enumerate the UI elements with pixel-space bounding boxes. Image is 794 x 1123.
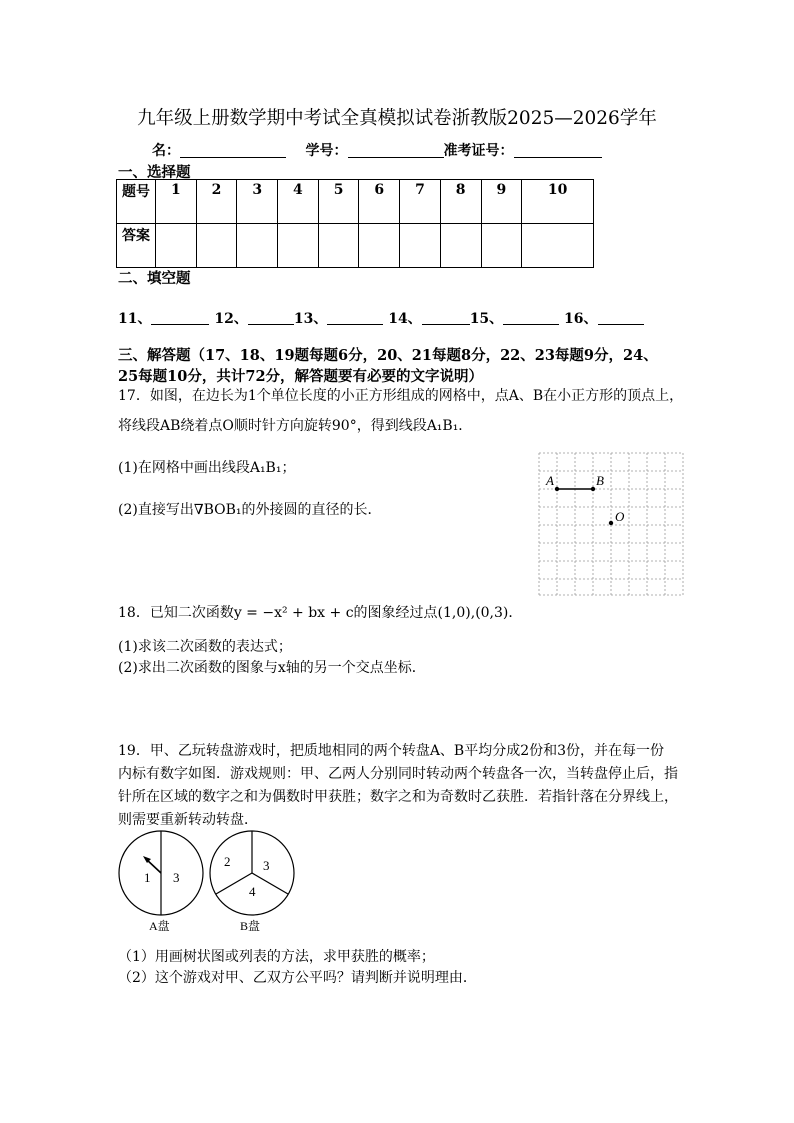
name-blank[interactable] [180, 143, 286, 158]
answer-cell[interactable] [156, 224, 197, 268]
spinner-b-number-2: 2 [224, 854, 231, 869]
student-id-label: 学号： [305, 143, 348, 159]
q19-text-3: 针所在区域的数字之和为偶数时甲获胜；数字之和为奇数时乙获胜．若指针落在分界线上， [118, 789, 678, 805]
blank-11[interactable] [151, 310, 209, 325]
q19-text-4: 则需要重新转动转盘． [118, 812, 258, 828]
spinners-figure [116, 828, 306, 938]
blank-15[interactable] [503, 310, 559, 325]
q19-sub2: （2）这个游戏对甲、乙双方公平吗？请判断并说明理由． [118, 970, 477, 986]
table-cell-number: 5 [318, 180, 359, 224]
q18-text: 18．已知二次函数y = −x² + bx + c的图象经过点(1,0),(0,3)． [118, 605, 523, 621]
spinner-b-caption: B盘 [240, 919, 261, 933]
row-label-answer: 答案 [117, 224, 156, 268]
section-heading-solve-2: 25每题10分，共计72分，解答题要有必要的文字说明） [118, 368, 484, 385]
answer-table [116, 179, 594, 268]
blank-12[interactable] [248, 310, 294, 325]
table-cell-number: 7 [400, 180, 441, 224]
table-cell-number: 2 [196, 180, 237, 224]
answer-cell[interactable] [196, 224, 237, 268]
table-row [117, 224, 594, 268]
spinner-b [210, 831, 294, 933]
label-o: O [615, 509, 625, 524]
q18-sub1: (1)求该二次函数的表达式； [118, 639, 292, 655]
blank-13[interactable] [327, 310, 383, 325]
blank-label-14: 14、 [388, 311, 422, 327]
point-b [591, 487, 595, 491]
answer-cell[interactable] [522, 224, 594, 268]
spinner-a-number-3: 3 [173, 870, 180, 885]
point-o [609, 521, 613, 525]
name-label: 名： [152, 143, 180, 159]
q17-text-2: 将线段AB绕着点O顺时针方向旋转90°，得到线段A₁B₁． [118, 418, 473, 434]
spinner-b-number-3: 3 [263, 858, 270, 873]
table-cell-number: 10 [522, 180, 594, 224]
q17-sub1: (1)在网格中画出线段A₁B₁； [118, 460, 296, 476]
answer-cell[interactable] [278, 224, 319, 268]
answer-cell[interactable] [318, 224, 359, 268]
fill-blanks-row [118, 308, 644, 328]
section-heading-fill: 二、填空题 [118, 270, 191, 287]
blank-16[interactable] [598, 310, 644, 325]
blank-label-11: 11、 [118, 311, 152, 327]
label-b: B [596, 473, 604, 488]
q17-sub2: (2)直接写出∇BOB₁的外接圆的直径的长． [118, 502, 382, 518]
q19-text-2: 内标有数字如图．游戏规则：甲、乙两人分别同时转动两个转盘各一次，当转盘停止后，指 [118, 766, 678, 782]
page-title: 九年级上册数学期中考试全真模拟试卷浙教版2025—2026学年 [137, 108, 657, 129]
student-id-blank[interactable] [348, 143, 444, 158]
student-info [152, 140, 602, 160]
q18-sub2: (2)求出二次函数的图象与x轴的另一个交点坐标． [118, 660, 426, 676]
table-cell-number: 8 [440, 180, 481, 224]
q17-grid-figure [538, 452, 686, 596]
label-a: A [546, 473, 554, 488]
table-cell-number: 4 [278, 180, 319, 224]
answer-cell[interactable] [237, 224, 278, 268]
answer-cell[interactable] [400, 224, 441, 268]
spinner-a-caption: A盘 [149, 919, 170, 933]
blank-label-15: 15、 [469, 311, 504, 327]
blank-label-16: 16、 [564, 311, 598, 327]
table-row [117, 180, 594, 224]
q19-text-1: 19．甲、乙玩转盘游戏时，把质地相同的两个转盘A、B平均分成2份和3份，并在每一份 [118, 743, 665, 759]
blank-label-13: 13、 [293, 311, 328, 327]
table-cell-number: 3 [237, 180, 278, 224]
section-heading-choice: 一、选择题 [118, 164, 191, 181]
spinner-b-number-4: 4 [249, 884, 256, 899]
answer-cell[interactable] [440, 224, 481, 268]
table-cell-number: 9 [481, 180, 522, 224]
blank-label-12: 12、 [214, 311, 248, 327]
table-cell-number: 6 [359, 180, 400, 224]
spinner-a [119, 831, 203, 933]
q17-text-1: 17．如图，在边长为1个单位长度的小正方形组成的网格中，点A、B在小正方形的顶点上， [118, 388, 684, 404]
spinner-a-number-1: 1 [144, 870, 151, 885]
exam-no-blank[interactable] [514, 143, 602, 158]
exam-no-label: 准考证号： [443, 143, 514, 159]
table-cell-number: 1 [156, 180, 197, 224]
point-a [555, 487, 559, 491]
q19-sub1: （1）用画树状图或列表的方法，求甲获胜的概率； [118, 949, 435, 965]
answer-cell[interactable] [481, 224, 522, 268]
section-heading-solve-1: 三、解答题（17、18、19题每题6分，20、21每题8分，22、23每题9分，24、 [118, 347, 658, 364]
blank-14[interactable] [422, 310, 470, 325]
row-label-number: 题号 [117, 180, 156, 224]
answer-cell[interactable] [359, 224, 400, 268]
